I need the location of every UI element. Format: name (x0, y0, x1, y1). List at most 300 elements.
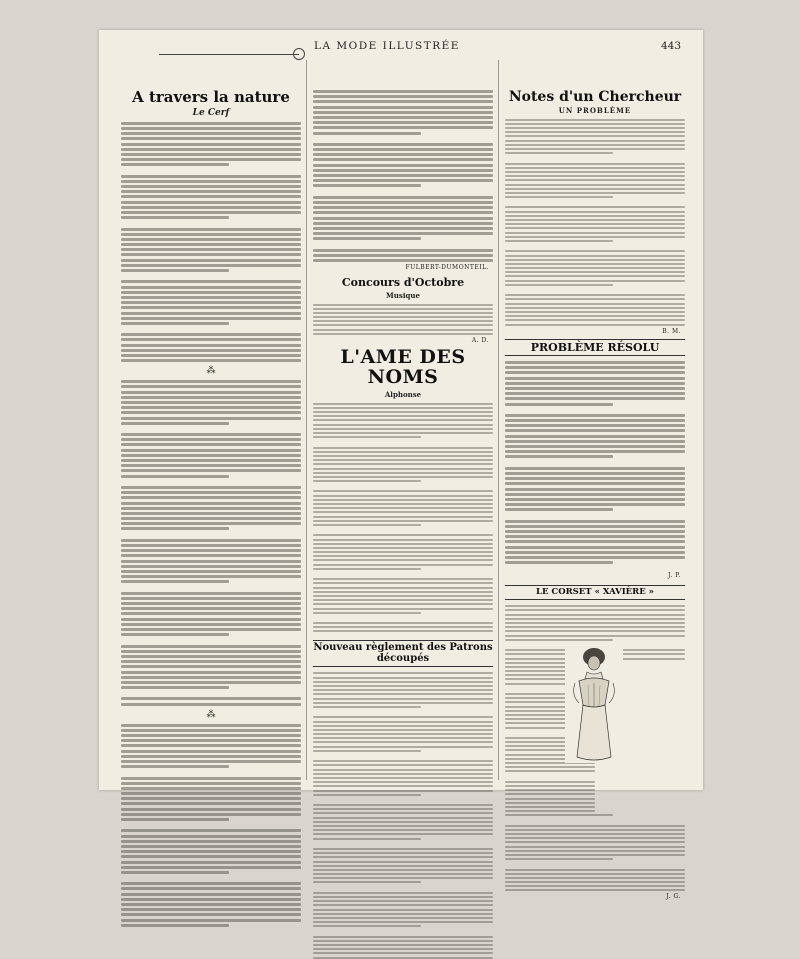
text-line (121, 269, 229, 272)
text-line (505, 885, 685, 887)
text-line (505, 482, 685, 485)
text-line (121, 163, 229, 166)
text-line (313, 944, 493, 946)
text-line (505, 854, 685, 856)
column-1 (121, 60, 301, 933)
text-line (121, 919, 301, 922)
text-line (121, 660, 301, 663)
text-line (121, 671, 301, 674)
text-line (505, 263, 685, 265)
text-line (505, 223, 685, 225)
patterns-title: Nouveau règlement des Patrons découpés (313, 640, 493, 667)
text-line (505, 440, 685, 443)
text-line (121, 411, 301, 414)
text-line (121, 665, 301, 668)
text-line (505, 123, 685, 125)
text-line (313, 436, 421, 438)
text-line (505, 503, 685, 506)
text-line (313, 785, 493, 787)
text-line (313, 760, 493, 762)
text-line (313, 804, 493, 806)
text-line (121, 645, 301, 648)
text-line (505, 307, 685, 309)
text-line (121, 765, 229, 768)
text-line (505, 605, 685, 607)
text-line (505, 414, 685, 417)
text-line (505, 175, 685, 177)
text-line (121, 253, 301, 256)
corset-article (505, 585, 685, 891)
running-title: LA MODE ILLUSTRÉE (314, 40, 460, 52)
text-line (313, 808, 493, 810)
text-line (505, 366, 685, 369)
text-line (121, 469, 301, 472)
text-line (313, 706, 421, 708)
magazine-page (99, 30, 703, 901)
text-line (505, 211, 685, 213)
text-line (121, 195, 301, 198)
text-line (505, 766, 595, 768)
text-line (505, 472, 685, 475)
text-line (505, 829, 685, 831)
text-line (313, 940, 493, 942)
text-line (505, 294, 685, 296)
text-line (121, 818, 229, 821)
text-line (313, 737, 493, 739)
text-line (121, 322, 229, 325)
text-line (505, 280, 685, 282)
text-line (505, 267, 685, 269)
contest-title: Concours d'Octobre (341, 276, 465, 289)
text-line (121, 913, 301, 916)
text-line (313, 308, 493, 310)
text-line (121, 406, 301, 409)
text-line (313, 865, 493, 867)
text-line (121, 686, 229, 689)
column-rule (498, 60, 499, 780)
text-line (121, 122, 301, 125)
text-line (121, 401, 301, 404)
text-line (121, 502, 301, 505)
text-line (505, 525, 685, 528)
text-line (121, 359, 301, 362)
text-line (313, 948, 493, 950)
text-line (121, 344, 301, 347)
text-line (505, 802, 595, 804)
solved-body (505, 361, 685, 570)
text-line (505, 846, 685, 848)
text-line (313, 877, 493, 879)
text-line (505, 889, 685, 891)
text-line (505, 858, 613, 860)
text-line (121, 850, 301, 853)
text-line (505, 556, 685, 559)
text-line (121, 592, 301, 595)
text-line (505, 881, 685, 883)
text-line (121, 527, 229, 530)
text-line (313, 316, 493, 318)
text-line (313, 603, 493, 605)
text-line (121, 650, 301, 653)
text-line (313, 174, 493, 177)
solved-title: PROBLÈME RÉSOLU (505, 339, 685, 357)
text-line (313, 259, 493, 262)
text-line (121, 449, 301, 452)
text-line (313, 447, 493, 449)
text-line (505, 825, 685, 827)
text-line (313, 206, 493, 209)
text-line (121, 248, 301, 251)
text-line (313, 599, 493, 601)
text-line (313, 428, 493, 430)
text-line (121, 703, 301, 706)
text-line (313, 677, 493, 679)
text-line (505, 255, 685, 257)
text-line (121, 280, 301, 283)
text-line (313, 227, 493, 230)
text-line (121, 729, 301, 732)
text-line (313, 222, 493, 225)
text-line (121, 802, 301, 805)
text-line (121, 264, 301, 267)
section-break-icon: ⁂ (206, 709, 216, 720)
text-line (313, 516, 493, 518)
text-line (313, 132, 421, 135)
text-line (121, 597, 301, 600)
text-line (505, 324, 685, 326)
text-line (505, 219, 685, 221)
text-line (313, 407, 493, 409)
text-line (505, 618, 685, 620)
text-line (313, 543, 493, 545)
text-line (313, 773, 493, 775)
text-line (121, 565, 301, 568)
text-line (121, 459, 301, 462)
text-line (121, 286, 301, 289)
text-line (505, 639, 613, 641)
names-subtitle: Alphonse (384, 389, 422, 399)
text-line (313, 329, 493, 331)
text-line (313, 403, 493, 405)
text-line (313, 856, 493, 858)
text-line (313, 455, 493, 457)
text-line (121, 438, 301, 441)
text-line (121, 782, 301, 785)
text-line (505, 315, 685, 317)
text-line (121, 887, 301, 890)
text-line (505, 392, 685, 395)
text-line (505, 271, 685, 273)
corset-title: LE CORSET « XAVIÈRE » (505, 585, 685, 600)
text-line (505, 781, 595, 783)
text-line (121, 175, 301, 178)
text-line (505, 785, 595, 787)
author-signature: FULBERT-DUMONTEIL. (405, 264, 489, 271)
text-line (121, 607, 301, 610)
text-line (121, 903, 301, 906)
text-line (121, 549, 301, 552)
column-rule (306, 60, 307, 780)
text-line (313, 415, 493, 417)
text-line (313, 608, 493, 610)
text-line (121, 143, 301, 146)
text-line (121, 201, 301, 204)
text-line (505, 361, 685, 364)
text-line (505, 520, 685, 523)
text-line (121, 158, 301, 161)
text-line (313, 480, 421, 482)
text-line (121, 739, 301, 742)
text-line (505, 793, 595, 795)
text-line (505, 119, 685, 121)
text-line (313, 217, 493, 220)
text-line (505, 259, 685, 261)
text-line (313, 698, 493, 700)
text-line (313, 472, 493, 474)
text-line (313, 721, 493, 723)
text-line (505, 387, 685, 390)
text-line (313, 564, 493, 566)
text-line (121, 623, 301, 626)
text-line (313, 892, 493, 894)
text-line (313, 591, 493, 593)
text-line (505, 798, 595, 800)
text-line (121, 697, 301, 700)
text-line (121, 333, 301, 336)
text-line (313, 211, 493, 214)
text-line (121, 835, 301, 838)
text-line (121, 153, 301, 156)
text-line (313, 520, 493, 522)
text-line (313, 917, 493, 919)
text-line (313, 468, 493, 470)
text-line (121, 750, 301, 753)
text-line (121, 633, 229, 636)
text-line (313, 304, 493, 306)
text-line (313, 829, 493, 831)
text-line (313, 626, 493, 628)
text-line (313, 524, 421, 526)
text-line (313, 612, 421, 614)
text-line (505, 609, 685, 611)
text-line (121, 380, 301, 383)
text-line (505, 429, 685, 432)
text-line (121, 180, 301, 183)
text-line (121, 301, 301, 304)
text-line (313, 685, 493, 687)
text-line (313, 539, 493, 541)
text-line (505, 140, 685, 142)
text-line (505, 397, 685, 400)
text-line (505, 403, 613, 406)
text-line (121, 681, 301, 684)
text-line (505, 131, 685, 133)
text-line (313, 201, 493, 204)
text-line (313, 153, 493, 156)
text-line (313, 411, 493, 413)
text-line (121, 464, 301, 467)
text-line (505, 806, 595, 808)
text-line (313, 746, 493, 748)
text-line (505, 298, 685, 300)
text-line (505, 626, 685, 628)
text-line (313, 503, 493, 505)
text-line (121, 866, 301, 869)
text-line (505, 227, 685, 229)
text-line (505, 135, 685, 137)
text-line (505, 179, 685, 181)
text-line (121, 539, 301, 542)
text-line (505, 184, 685, 186)
text-line (313, 750, 421, 752)
text-line (505, 551, 685, 554)
text-line (505, 188, 685, 190)
text-line (505, 630, 685, 632)
text-line (313, 582, 493, 584)
article-body (121, 380, 301, 705)
text-line (505, 240, 613, 242)
text-line (505, 622, 685, 624)
text-line (313, 511, 493, 513)
text-line (121, 777, 301, 780)
text-line (313, 499, 493, 501)
article-title: A travers la nature (132, 88, 290, 106)
text-line (505, 455, 613, 458)
text-line (505, 810, 595, 812)
text-line (313, 869, 493, 871)
text-line (505, 493, 685, 496)
text-line (121, 517, 301, 520)
text-line (313, 184, 421, 187)
text-line (121, 544, 301, 547)
text-line (505, 371, 685, 374)
text-line (121, 522, 301, 525)
seeker-title: Notes d'un Chercheur (508, 89, 682, 105)
text-line (313, 432, 493, 434)
text-line (505, 614, 685, 616)
text-line (121, 813, 301, 816)
text-line (121, 924, 229, 927)
text-line (121, 233, 301, 236)
page-number: 443 (660, 40, 681, 52)
text-line (313, 825, 493, 827)
text-line (313, 121, 493, 124)
text-line (121, 259, 301, 262)
text-line (313, 881, 421, 883)
text-line (313, 681, 493, 683)
text-line (505, 530, 685, 533)
header-ornament (159, 42, 299, 55)
text-line (121, 228, 301, 231)
names-body (313, 403, 493, 633)
text-line (313, 812, 493, 814)
text-line (121, 575, 301, 578)
text-line (313, 551, 493, 553)
text-line (505, 841, 685, 843)
text-line (313, 622, 493, 624)
article-body (121, 122, 301, 362)
text-line (121, 216, 229, 219)
text-line (505, 477, 685, 480)
section-break-icon: ⁂ (206, 366, 216, 377)
text-line (313, 838, 421, 840)
text-line (313, 587, 493, 589)
text-line (505, 467, 685, 470)
text-line (313, 764, 493, 766)
text-line (121, 507, 301, 510)
column-2 (313, 60, 493, 959)
column-3 (505, 60, 685, 904)
text-line (313, 320, 493, 322)
text-line (121, 491, 301, 494)
text-line (313, 196, 493, 199)
text-line (313, 913, 493, 915)
text-line (121, 893, 301, 896)
text-line (505, 561, 613, 564)
text-line (313, 148, 493, 151)
corset-engraving-icon (565, 645, 623, 763)
text-line (505, 445, 685, 448)
text-line (121, 602, 301, 605)
text-line (121, 190, 301, 193)
text-line (121, 312, 301, 315)
text-line (313, 909, 493, 911)
text-line (121, 871, 229, 874)
text-line (313, 595, 493, 597)
text-line (121, 744, 301, 747)
text-line (505, 877, 685, 879)
text-line (121, 422, 229, 425)
text-line (121, 317, 301, 320)
text-line (505, 419, 685, 422)
text-line (121, 291, 301, 294)
text-line (313, 476, 493, 478)
text-line (505, 236, 685, 238)
text-line (313, 790, 493, 792)
article-body (313, 90, 493, 262)
text-line (121, 475, 229, 478)
text-line (121, 132, 301, 135)
text-line (313, 861, 493, 863)
text-line (313, 424, 493, 426)
text-line (313, 547, 493, 549)
text-line (121, 433, 301, 436)
text-line (313, 904, 493, 906)
text-line (313, 741, 493, 743)
text-line (313, 169, 493, 172)
text-line (313, 249, 493, 252)
text-line (121, 560, 301, 563)
text-line (505, 770, 595, 772)
text-line (313, 463, 493, 465)
text-line (313, 957, 493, 959)
text-line (313, 126, 493, 129)
text-line (121, 211, 301, 214)
text-line (313, 952, 493, 954)
text-line (313, 164, 493, 167)
text-line (313, 95, 493, 98)
text-line (505, 171, 685, 173)
text-line (505, 814, 613, 816)
text-line (121, 755, 301, 758)
text-line (121, 206, 301, 209)
text-line (505, 789, 595, 791)
text-line (121, 354, 301, 357)
text-line (505, 232, 685, 234)
text-line (505, 163, 685, 165)
text-line (121, 306, 301, 309)
text-line (505, 250, 685, 252)
